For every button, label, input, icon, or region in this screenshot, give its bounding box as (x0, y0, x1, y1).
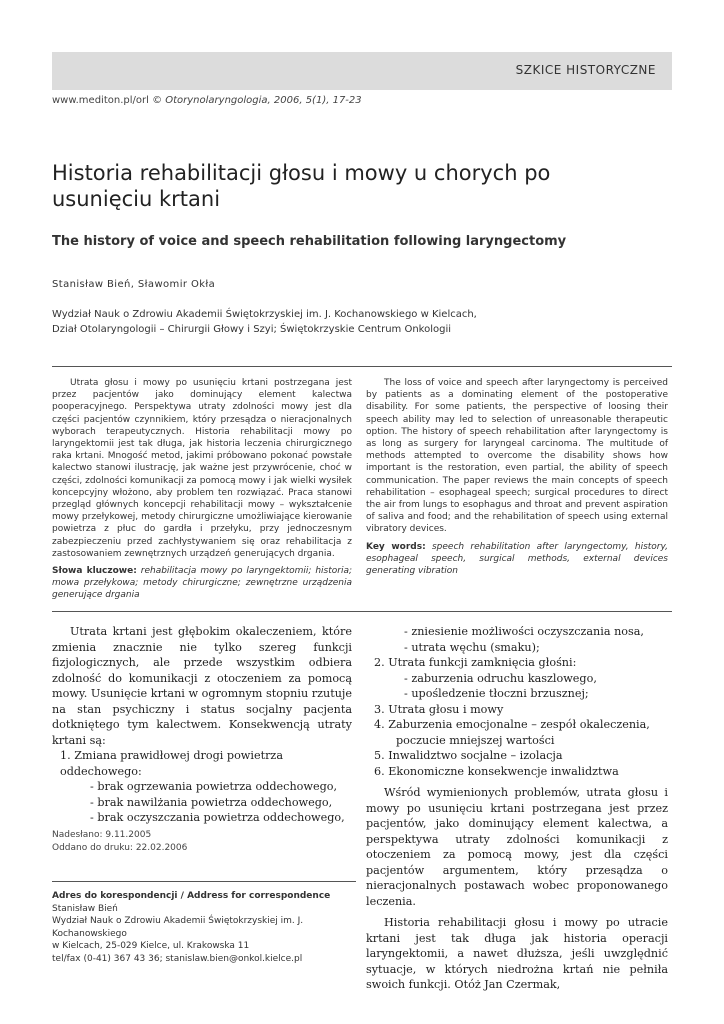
journal-citation (52, 95, 362, 106)
article-title-polish: Historia rehabilitacji głosu i mowy u chorych po usunięciu krtani (52, 161, 551, 211)
section-header-band (52, 52, 672, 90)
list-subitem: - brak ogrzewania powietrza oddechowego, (90, 780, 338, 793)
abstract-bottom-rule (52, 611, 672, 612)
consequence-list (52, 748, 352, 826)
list-number: 6. (374, 764, 385, 778)
correspondence-line: Wydział Nauk o Zdrowiu Akademii Świętokrzyskiej im. J. Kochanowskiego (52, 916, 304, 939)
list-subitem: - brak nawilżania powietrza oddechowego, (90, 795, 333, 809)
abstract-polish-text: Utrata głosu i mowy po usunięciu krtani postrzegana jest przez pacjentów jako dominujący element kalectwa pooperacyjnego. Perspektywa utraty zdolności mowy jest dla części pacjentów czynnikiem, który przesądza o nieracjonalnych wyborach terapeutycznych. Historia rehabilitacji mowy po laryngektomii jest tak długa, jak historia leczenia chirurgicznego raka krtani. Mnogość metod, jakimi próbowano pokonać powstałe kalectwo stanowi ilustrację, jak ważne jest przywrócenie, choć w części, zdolności komunikacji za pomocą mowy i jak wielki wysiłek koncepcyjny włożono, aby problem ten rozwiązać. Praca stanowi przegląd głównych koncepcji rehabilitacji mowy – wykształcenie mowy przełykowej, metody chirurgiczne umożliwiające kierowanie powietrza z płuc do gardła i przełyku, przy jednoczesnym zabezpieczeniu przed zachłystywaniem się oraz rehabilitacja z zastosowaniem zewnętrznych urządzeń generujących drgania. (52, 378, 352, 559)
submission-dates (52, 829, 187, 855)
keywords-text: rehabilitacja mowy po laryngektomii; historia; mowa przełykowa; metody chirurgiczne; zewnętrzne urządzenia generujące drgania (52, 566, 352, 601)
list-item (366, 717, 668, 748)
keywords-label: Key words: (366, 541, 426, 552)
list-subitem: - upośledzenie tłoczni brzusznej; (404, 687, 589, 700)
citation-url[interactable]: www.mediton.pl/orl (52, 95, 149, 106)
body-paragraph: Historia rehabilitacji głosu i mowy po utracie krtani jest tak długa jak historia operacji laryngektomii, a nawet dłuższa, jeśli uwzględnić sytuacje, w których niedrożna krtań nie pełniła swoich funkcji. Otóż Jan Czermak, (366, 916, 668, 991)
correspondence-contact[interactable]: tel/fax (0-41) 367 43 36; stanislaw.bien@onkol.kielce.pl (52, 953, 303, 964)
list-number: 2. (374, 656, 385, 669)
list-number: 5. (374, 749, 385, 762)
article-title-english: The history of voice and speech rehabilitation following laryngectomy (52, 234, 567, 249)
citation-source: © Otorynolaryngologia, 2006, 5(1), 17-23 (152, 95, 362, 106)
list-text: Zaburzenia emocjonalne – zespół okaleczenia, poczucie mniejszej wartości (388, 718, 650, 747)
list-item (366, 702, 668, 718)
body-column-left (52, 624, 352, 826)
list-subitem: - zniesienie możliwości oczyszczania nosa, (404, 625, 644, 638)
list-text: Ekonomiczne konsekwencje inwalidztwa (388, 764, 619, 778)
abstract-english (366, 377, 668, 577)
received-date: Nadesłano: 9.11.2005 (52, 830, 152, 840)
body-column-right (366, 624, 668, 993)
list-number: 4. (374, 718, 385, 731)
author-list: Stanisław Bień, Sławomir Okła (52, 279, 216, 290)
list-text: Inwalidztwo socjalne – izolacja (388, 749, 563, 762)
list-text: Utrata głosu i mowy (388, 702, 504, 716)
affiliation-line: Wydział Nauk o Zdrowiu Akademii Świętokrzyskiej im. J. Kochanowskiego w Kielcach, (52, 309, 477, 320)
keywords-polish (52, 565, 352, 601)
correspondence-line: w Kielcach, 25-029 Kielce, ul. Krakowska 11 (52, 941, 250, 951)
body-paragraph: Utrata krtani jest głębokim okaleczeniem, które zmienia znacznie nie tylko szereg funkcji fizjologicznych, ale przede wszystkim odbiera zdolność do komunikacji z otoczeniem za pomocą mowy. Usunięcie krtani w ogromnym stopniu rzutuje na stan psychiczny i status socjalny pacjenta dotkniętego tym kalectwem. Konsekwencją utraty krtani są: (52, 625, 352, 747)
list-subitem: - zaburzenia odruchu kaszlowego, (404, 671, 597, 685)
keywords-text: speech rehabilitation after laryngectomy, history, esophageal speech, surgical methods, external devices generating vibration (366, 541, 668, 576)
list-subitem: - utrata węchu (smaku); (404, 640, 540, 654)
list-item (366, 748, 668, 764)
abstract-english-text: The loss of voice and speech after laryngectomy is perceived by patients as a dominating element of the postoperative disability. For some patients, the perspective of loosing their speech ability may led to selection of unreasonable therapeutic option. The history of speech rehabilitation after laryngectomy is as long as surgery for laryngeal carcinoma. The multitude of methods attempted to overcome the disability shows how important is the restoration, even partial, the ability of speech communication. The paper reviews the main concepts of speech rehabilitation – esophageal speech; surgical procedures to direct the air from lungs to esophagus and throat and prevent aspiration of saliva and food; and the rehabilitation of speech using external vibratory devices. (366, 378, 668, 535)
list-text: Utrata funkcji zamknięcia głośni: (388, 656, 577, 669)
consequence-list-continued (366, 624, 668, 779)
keywords-label: Słowa kluczowe: (52, 566, 137, 577)
list-item (366, 655, 668, 671)
abstract-top-rule (52, 366, 672, 367)
affiliation-line: Dział Otolaryngologii – Chirurgii Głowy i Szyi; Świętokrzyskie Centrum Onkologii (52, 324, 452, 335)
accepted-date: Oddano do druku: 22.02.2006 (52, 843, 188, 853)
keywords-english (366, 541, 668, 577)
list-number: 3. (374, 702, 385, 716)
correspondence-rule (52, 881, 356, 882)
body-paragraph: Wśród wymienionych problemów, utrata głosu i mowy po usunięciu krtani postrzegana jest przez pacjentów, jako dominujący element kalectwa, a perspektywa utraty zdolności komunikacji z otoczeniem za pomocą mowy, jest dla części pacjentów argumentem, który przesądza o nieracjonalnych postawach wobec proponowanego leczenia. (366, 786, 668, 908)
section-label: SZKICE HISTORYCZNE (515, 63, 656, 77)
abstract-polish (52, 377, 352, 601)
correspondence-block (52, 890, 362, 965)
list-item: 1. Zmiana prawidłowej drogi powietrza oddechowego: (60, 749, 283, 778)
affiliation (52, 307, 672, 337)
list-item (366, 764, 668, 780)
correspondence-heading: Adres do korespondencji / Address for correspondence (52, 891, 331, 901)
list-subitem: - brak oczyszczania powietrza oddechowego, (90, 811, 345, 824)
correspondence-line: Stanisław Bień (52, 903, 118, 914)
